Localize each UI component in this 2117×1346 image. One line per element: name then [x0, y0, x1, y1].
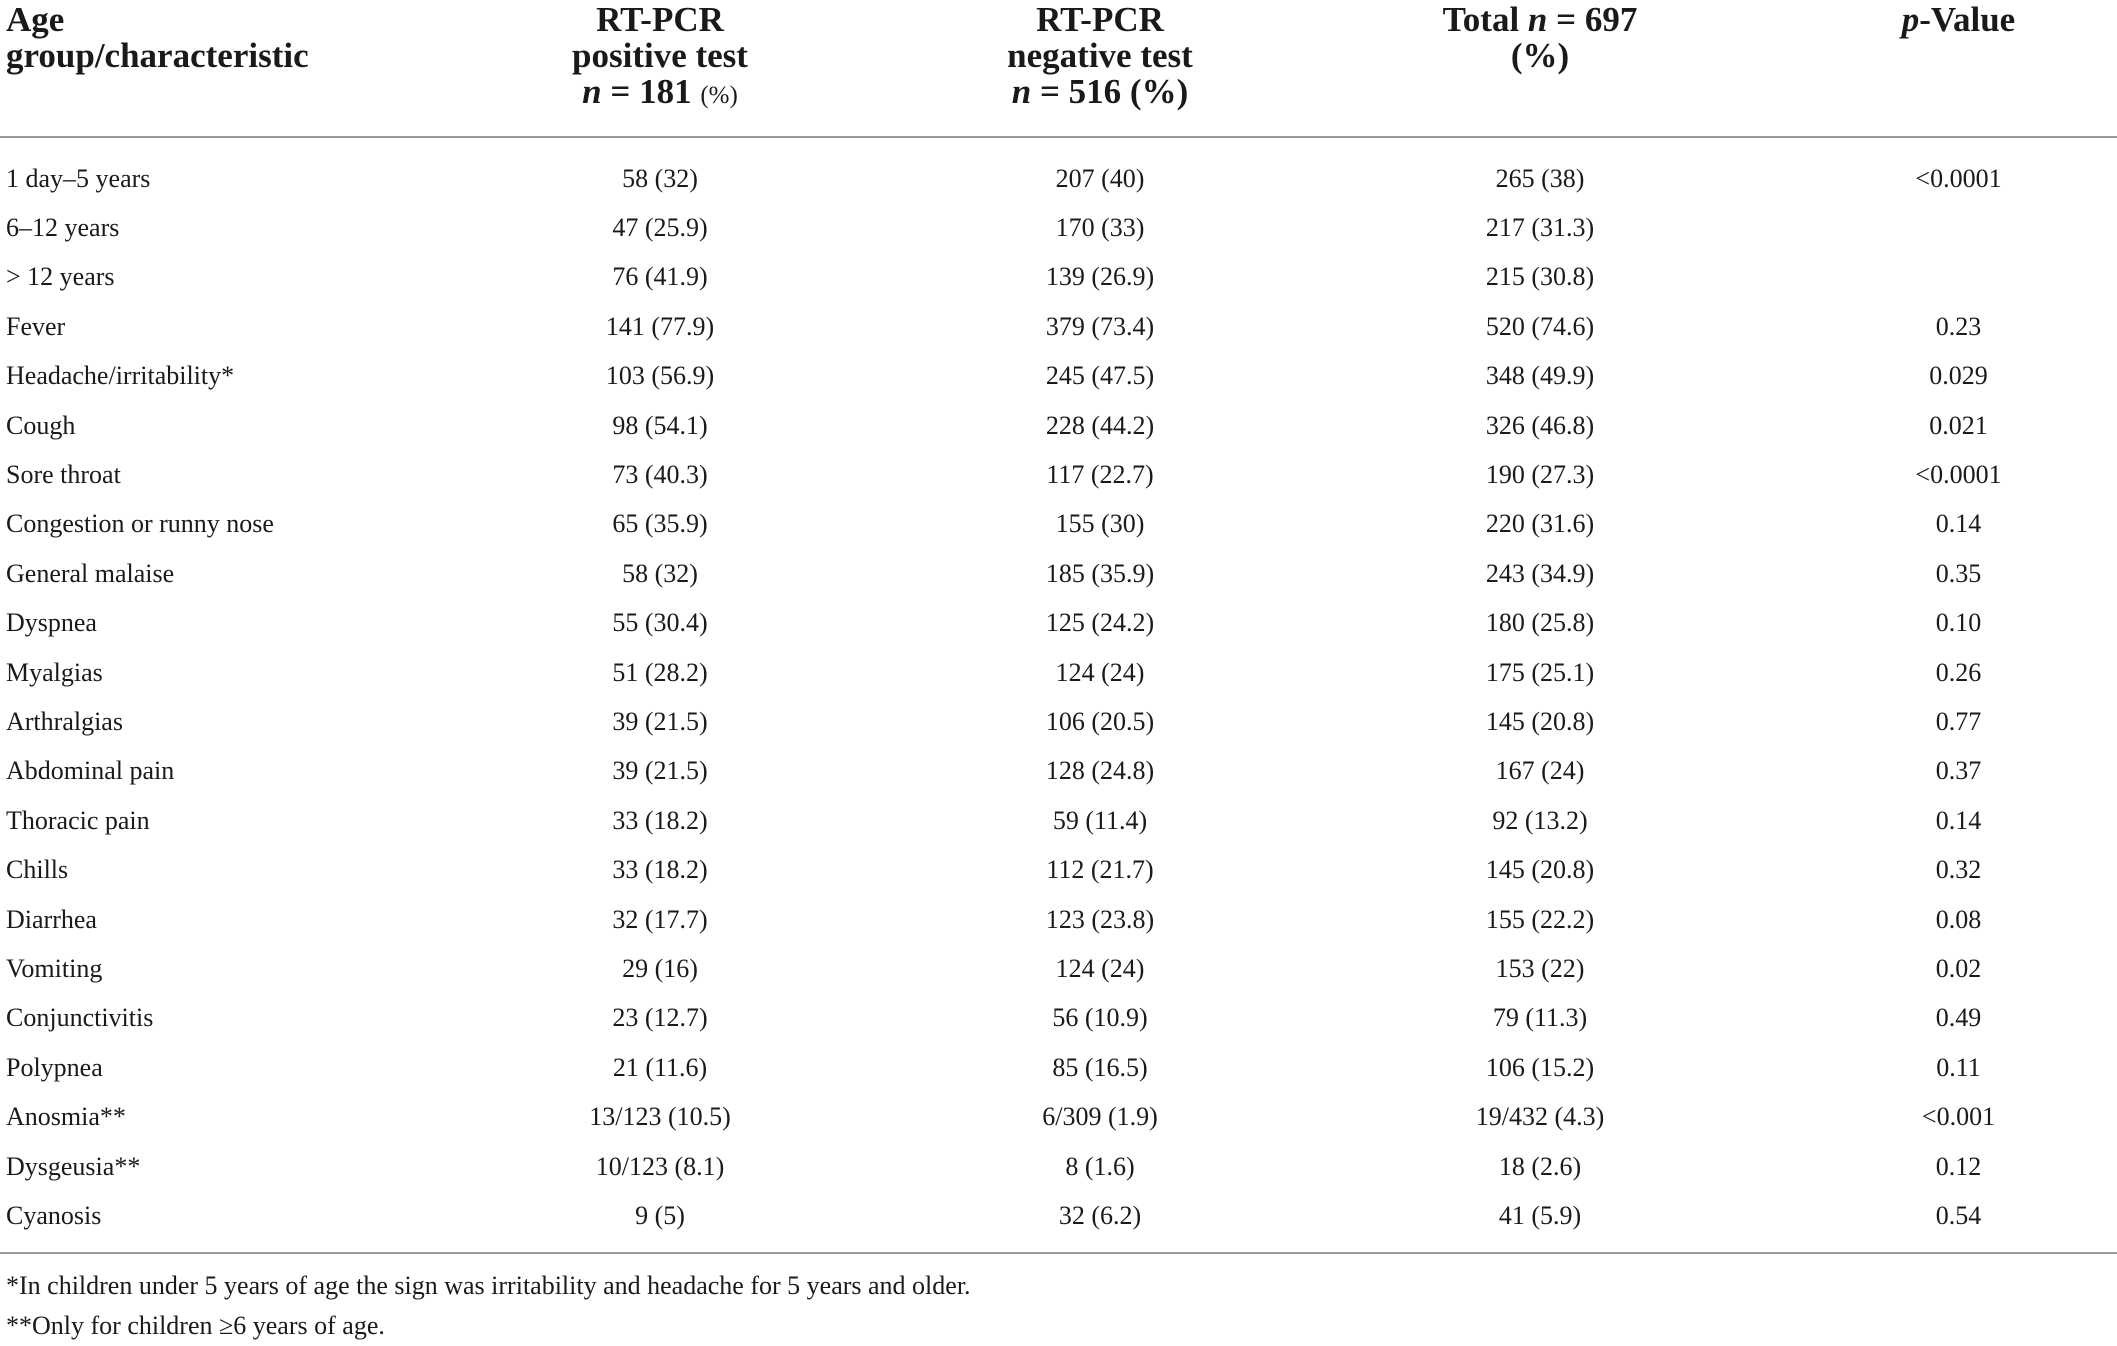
table-row: [0, 203, 2117, 252]
table-row: [0, 944, 2117, 993]
cell-characteristic: Sore throat: [6, 460, 121, 490]
table-row: [0, 352, 2117, 401]
cell-p-value: [1760, 253, 2117, 302]
cell-positive: 21 (11.6): [612, 1052, 708, 1082]
cell-total: 167 (24): [1495, 756, 1585, 786]
cell-total: 106 (15.2): [1485, 1052, 1595, 1082]
table-row: [0, 1043, 2117, 1092]
cell-negative: 207 (40): [1055, 163, 1145, 193]
cell-negative: 117 (22.7): [1046, 460, 1154, 490]
table-row: [0, 994, 2117, 1043]
cell-total: 217 (31.3): [1485, 213, 1595, 243]
cell-characteristic: Polypnea: [6, 1052, 103, 1082]
cell-negative: 85 (16.5): [1052, 1052, 1148, 1082]
cell-negative: 59 (11.4): [1052, 805, 1148, 835]
cell-negative: 245 (47.5): [1045, 361, 1155, 391]
cell-p-value: 0.02: [1935, 953, 1982, 983]
header-positive-test: RT-PCR positive test n = 181 (%): [440, 0, 880, 137]
cell-characteristic: General malaise: [6, 558, 175, 588]
cell-negative: 139 (26.9): [1045, 262, 1155, 292]
cell-total: 92 (13.2): [1492, 805, 1588, 835]
cell-total: 220 (31.6): [1485, 509, 1595, 539]
table-row: [0, 450, 2117, 499]
cell-negative: 6/309 (1.9): [1042, 1102, 1158, 1132]
cell-positive: 98 (54.1): [612, 410, 708, 440]
cell-p-value: <0.0001: [1915, 460, 2002, 490]
cell-characteristic: Cough: [6, 410, 76, 440]
cell-p-value: 0.11: [1936, 1052, 1981, 1082]
header-total: Total n = 697 (%): [1320, 0, 1760, 137]
cell-p-value: 0.35: [1935, 558, 1982, 588]
cell-p-value: 0.029: [1929, 361, 1988, 391]
cell-positive: 33 (18.2): [612, 805, 708, 835]
cell-negative: 56 (10.9): [1052, 1003, 1148, 1033]
table-row: [0, 1092, 2117, 1141]
cell-p-value: 0.32: [1935, 855, 1982, 885]
cell-total: 243 (34.9): [1485, 558, 1595, 588]
cell-p-value: [1760, 203, 2117, 252]
cell-negative: 379 (73.4): [1045, 311, 1155, 341]
header-p-value: p-Value: [1760, 0, 2117, 137]
table-row: [0, 137, 2117, 203]
cell-total: 326 (46.8): [1485, 410, 1595, 440]
cell-p-value: 0.08: [1935, 904, 1982, 934]
table-row: [0, 599, 2117, 648]
cell-positive: 76 (41.9): [612, 262, 708, 292]
cell-negative: 170 (33): [1055, 213, 1145, 243]
cell-characteristic: Dyspnea: [6, 608, 97, 638]
table-row: [0, 302, 2117, 351]
cell-positive: 32 (17.7): [612, 904, 708, 934]
cell-characteristic: Abdominal pain: [6, 756, 175, 786]
cell-positive: 141 (77.9): [605, 311, 715, 341]
cell-negative: 185 (35.9): [1045, 558, 1155, 588]
cell-p-value: 0.10: [1935, 608, 1982, 638]
cell-negative: 228 (44.2): [1045, 410, 1155, 440]
cell-negative: 123 (23.8): [1045, 904, 1155, 934]
cell-p-value: <0.0001: [1915, 163, 2002, 193]
table-row: [0, 895, 2117, 944]
table-body: [0, 137, 2117, 1249]
cell-p-value: 0.12: [1935, 1151, 1982, 1181]
cell-p-value: <0.001: [1921, 1102, 1996, 1132]
cell-positive: 55 (30.4): [612, 608, 708, 638]
cell-p-value: 0.14: [1935, 805, 1982, 835]
cell-characteristic: Arthralgias: [6, 706, 123, 736]
cell-positive: 33 (18.2): [612, 855, 708, 885]
cell-positive: 39 (21.5): [612, 756, 708, 786]
cell-total: 180 (25.8): [1485, 608, 1595, 638]
cell-positive: 13/123 (10.5): [589, 1102, 731, 1132]
cell-characteristic: Headache/irritability*: [6, 361, 235, 391]
cell-characteristic: Vomiting: [6, 953, 103, 983]
cell-positive: 47 (25.9): [612, 213, 708, 243]
cell-total: 155 (22.2): [1485, 904, 1595, 934]
table-row: [0, 747, 2117, 796]
header-negative-test: RT-PCR negative test n = 516 (%): [880, 0, 1320, 137]
cell-negative: 155 (30): [1055, 509, 1145, 539]
cell-total: 175 (25.1): [1485, 657, 1595, 687]
cell-positive: 23 (12.7): [612, 1003, 708, 1033]
cell-positive: 29 (16): [622, 953, 698, 983]
cell-total: 145 (20.8): [1485, 855, 1595, 885]
cell-negative: 124 (24): [1055, 657, 1145, 687]
cell-negative: 106 (20.5): [1045, 706, 1155, 736]
cell-characteristic: Dysgeusia**: [6, 1151, 141, 1181]
cell-negative: 112 (21.7): [1046, 855, 1154, 885]
cell-characteristic: Cyanosis: [6, 1200, 102, 1230]
cell-total: 265 (38): [1495, 163, 1585, 193]
cell-characteristic: Chills: [6, 855, 69, 885]
cell-p-value: 0.54: [1935, 1200, 1982, 1230]
table-header: [0, 0, 2117, 137]
cell-characteristic: Conjunctivitis: [6, 1003, 154, 1033]
cell-negative: 8 (1.6): [1065, 1151, 1135, 1181]
table-row: [0, 253, 2117, 302]
cell-positive: 73 (40.3): [612, 460, 708, 490]
cell-negative: 125 (24.2): [1045, 608, 1155, 638]
table-row: [0, 648, 2117, 697]
cell-characteristic: Fever: [6, 311, 66, 341]
cell-p-value: 0.49: [1935, 1003, 1982, 1033]
cell-negative: 128 (24.8): [1045, 756, 1155, 786]
cell-positive: 9 (5): [635, 1200, 685, 1230]
cell-total: 190 (27.3): [1485, 460, 1595, 490]
cell-total: 19/432 (4.3): [1475, 1102, 1605, 1132]
cell-positive: 65 (35.9): [612, 509, 708, 539]
cell-p-value: 0.021: [1929, 410, 1988, 440]
cell-characteristic: Anosmia**: [6, 1102, 126, 1132]
cell-positive: 58 (32): [622, 558, 698, 588]
table-row: [0, 549, 2117, 598]
cell-characteristic: Thoracic pain: [6, 805, 150, 835]
footnote-2: **Only for children ≥6 years of age.: [6, 1311, 385, 1340]
cell-total: 348 (49.9): [1485, 361, 1595, 391]
cell-total: 153 (22): [1495, 953, 1585, 983]
cell-positive: 103 (56.9): [605, 361, 715, 391]
table-row: [0, 401, 2117, 450]
cell-negative: 124 (24): [1055, 953, 1145, 983]
cell-negative: 32 (6.2): [1058, 1200, 1142, 1230]
table-row: [0, 1191, 2117, 1248]
cell-total: 18 (2.6): [1498, 1151, 1582, 1181]
cell-characteristic: Myalgias: [6, 657, 103, 687]
footnote-1: *In children under 5 years of age the sign was irritability and headache for 5 years and older.: [6, 1271, 971, 1300]
cell-positive: 39 (21.5): [612, 706, 708, 736]
cell-characteristic: 1 day–5 years: [6, 163, 151, 193]
table-footnotes: [0, 1252, 2117, 1346]
cell-positive: 10/123 (8.1): [595, 1151, 725, 1181]
table-row: [0, 500, 2117, 549]
cell-p-value: 0.37: [1935, 756, 1982, 786]
cell-total: 215 (30.8): [1485, 262, 1595, 292]
cell-p-value: 0.77: [1935, 706, 1982, 736]
cell-total: 145 (20.8): [1485, 706, 1595, 736]
cell-positive: 58 (32): [622, 163, 698, 193]
header-age-group: Age group/characteristic: [0, 0, 440, 137]
cell-total: 79 (11.3): [1492, 1003, 1588, 1033]
cell-p-value: 0.23: [1935, 311, 1982, 341]
cell-total: 520 (74.6): [1485, 311, 1595, 341]
table-row: [0, 796, 2117, 845]
cell-characteristic: 6–12 years: [6, 213, 120, 243]
table-row: [0, 845, 2117, 894]
cell-p-value: 0.14: [1935, 509, 1982, 539]
cell-p-value: 0.26: [1935, 657, 1982, 687]
cell-positive: 51 (28.2): [612, 657, 708, 687]
cell-characteristic: > 12 years: [6, 262, 115, 292]
cell-total: 41 (5.9): [1498, 1200, 1582, 1230]
table-row: [0, 697, 2117, 746]
cell-characteristic: Diarrhea: [6, 904, 97, 934]
cell-characteristic: Congestion or runny nose: [6, 509, 274, 539]
table-row: [0, 1142, 2117, 1191]
